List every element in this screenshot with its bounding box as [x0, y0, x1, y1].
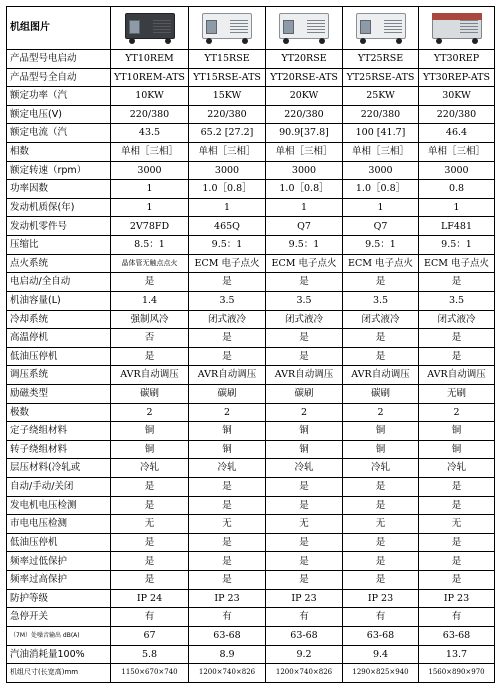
- spec-row: [7, 403, 495, 422]
- spec-value: 是: [266, 347, 343, 366]
- image-row-label: 机组图片: [7, 7, 111, 50]
- spec-value: AVR自动调压: [343, 366, 419, 385]
- spec-value: 是: [189, 496, 266, 515]
- spec-value: 无: [343, 515, 419, 534]
- spec-value: 2: [189, 403, 266, 422]
- spec-value: IP 23: [189, 589, 266, 608]
- spec-value: 220/380: [419, 105, 495, 124]
- spec-row: [7, 180, 495, 199]
- spec-value: Q7: [343, 217, 419, 236]
- spec-value: 铜: [266, 440, 343, 459]
- spec-row: [7, 459, 495, 478]
- spec-value: 是: [111, 533, 189, 552]
- spec-value: 无: [419, 515, 495, 534]
- spec-value: 5.8: [111, 645, 189, 664]
- spec-label: 压缩比: [7, 236, 111, 255]
- spec-value: 是: [266, 552, 343, 571]
- spec-value: 0.8: [419, 180, 495, 199]
- spec-value: LF481: [419, 217, 495, 236]
- spec-value: 是: [266, 329, 343, 348]
- spec-value: 是: [343, 478, 419, 497]
- spec-value: 63-68: [343, 626, 419, 645]
- spec-value: 有: [343, 608, 419, 627]
- spec-value: ECM 电子点火: [266, 254, 343, 273]
- spec-value: 是: [111, 478, 189, 497]
- spec-value: 单相［三相］: [189, 143, 266, 162]
- spec-value: 1.0［0.8］: [343, 180, 419, 199]
- spec-value: 是: [266, 533, 343, 552]
- spec-value: 63-68: [189, 626, 266, 645]
- spec-label: （7M）处噪音输出 dB(A): [7, 626, 111, 645]
- spec-value: YT15RSE: [189, 50, 266, 69]
- spec-label: 相数: [7, 143, 111, 162]
- spec-value: 是: [189, 347, 266, 366]
- spec-value: YT20RSE-ATS: [266, 68, 343, 87]
- spec-value: 1150×670×740: [111, 664, 189, 683]
- spec-value: 晶体管无触点点火: [111, 254, 189, 273]
- spec-value: 100 [41.7]: [343, 124, 419, 143]
- spec-label: 机组尺寸(长宽高)mm: [7, 664, 111, 683]
- spec-value: 3.5: [189, 291, 266, 310]
- spec-value: 2V78FD: [111, 217, 189, 236]
- spec-value: 90.9[37.8]: [266, 124, 343, 143]
- spec-row: [7, 161, 495, 180]
- spec-row: [7, 366, 495, 385]
- spec-value: 9.5：1: [419, 236, 495, 255]
- spec-value: 8.9: [189, 645, 266, 664]
- spec-value: AVR自动调压: [266, 366, 343, 385]
- spec-row: [7, 291, 495, 310]
- spec-value: AVR自动调压: [189, 366, 266, 385]
- spec-value: 闭式液冷: [189, 310, 266, 329]
- spec-value: 是: [266, 571, 343, 590]
- spec-value: YT15RSE-ATS: [189, 68, 266, 87]
- spec-row: [7, 105, 495, 124]
- spec-label: 急停开关: [7, 608, 111, 627]
- spec-row: [7, 236, 495, 255]
- spec-label: 励磁类型: [7, 384, 111, 403]
- spec-value: 无刷: [419, 384, 495, 403]
- spec-value: 是: [111, 571, 189, 590]
- spec-value: 是: [419, 496, 495, 515]
- spec-value: 铜: [111, 422, 189, 441]
- spec-value: 1: [266, 198, 343, 217]
- spec-row: [7, 589, 495, 608]
- spec-value: 9.2: [266, 645, 343, 664]
- spec-row: [7, 422, 495, 441]
- spec-label: 功率因数: [7, 180, 111, 199]
- spec-value: 220/380: [111, 105, 189, 124]
- spec-value: 铜: [419, 422, 495, 441]
- spec-value: 是: [189, 273, 266, 292]
- spec-label: 汽油消耗量100%: [7, 645, 111, 664]
- spec-value: 220/380: [343, 105, 419, 124]
- spec-value: 是: [111, 347, 189, 366]
- spec-value: 9.4: [343, 645, 419, 664]
- spec-value: 碳刷: [189, 384, 266, 403]
- spec-value: 10KW: [111, 87, 189, 106]
- spec-value: 是: [266, 273, 343, 292]
- spec-value: 3000: [266, 161, 343, 180]
- spec-label: 低油压停机: [7, 533, 111, 552]
- spec-label: 转子绕组材料: [7, 440, 111, 459]
- spec-value: 13.7: [419, 645, 495, 664]
- spec-value: 是: [343, 533, 419, 552]
- spec-label: 发动机质保(年): [7, 198, 111, 217]
- spec-row: [7, 478, 495, 497]
- spec-label: 层压材料(冷轧或: [7, 459, 111, 478]
- spec-label: 调压系统: [7, 366, 111, 385]
- generator-image-yt20rse: [266, 7, 343, 50]
- spec-value: 是: [266, 496, 343, 515]
- spec-value: 1200×740×826: [189, 664, 266, 683]
- spec-value: IP 23: [343, 589, 419, 608]
- spec-label: 频率过高保护: [7, 571, 111, 590]
- spec-row: [7, 440, 495, 459]
- spec-label: 额定电压(V): [7, 105, 111, 124]
- spec-value: 单相［三相］: [419, 143, 495, 162]
- spec-value: 1: [419, 198, 495, 217]
- spec-value: 单相［三相］: [266, 143, 343, 162]
- spec-row: [7, 273, 495, 292]
- spec-value: 有: [111, 608, 189, 627]
- spec-value: 3000: [111, 161, 189, 180]
- spec-label: 极数: [7, 403, 111, 422]
- spec-value: 闭式液冷: [343, 310, 419, 329]
- spec-value: 20KW: [266, 87, 343, 106]
- spec-value: 46.4: [419, 124, 495, 143]
- spec-value: YT30REP: [419, 50, 495, 69]
- spec-value: 是: [111, 552, 189, 571]
- spec-value: 铜: [189, 440, 266, 459]
- spec-value: 1: [189, 198, 266, 217]
- spec-row: [7, 533, 495, 552]
- spec-value: ECM 电子点火: [419, 254, 495, 273]
- spec-value: 是: [343, 329, 419, 348]
- spec-row: [7, 310, 495, 329]
- spec-value: 是: [419, 552, 495, 571]
- spec-value: YT25RSE: [343, 50, 419, 69]
- spec-value: 是: [419, 478, 495, 497]
- spec-value: 是: [419, 329, 495, 348]
- spec-label: 机油容量(L): [7, 291, 111, 310]
- spec-row: [7, 50, 495, 69]
- spec-value: 是: [343, 273, 419, 292]
- spec-value: AVR自动调压: [419, 366, 495, 385]
- spec-row: [7, 496, 495, 515]
- spec-value: 强制风冷: [111, 310, 189, 329]
- spec-value: 1: [111, 180, 189, 199]
- spec-value: 1560×890×970: [419, 664, 495, 683]
- spec-value: 无: [266, 515, 343, 534]
- spec-value: 9.5：1: [266, 236, 343, 255]
- spec-value: 1: [111, 198, 189, 217]
- spec-value: 是: [419, 273, 495, 292]
- spec-value: 63-68: [419, 626, 495, 645]
- spec-value: 是: [111, 273, 189, 292]
- spec-value: 3.5: [419, 291, 495, 310]
- spec-value: 铜: [343, 440, 419, 459]
- spec-row: [7, 515, 495, 534]
- spec-value: 2: [266, 403, 343, 422]
- spec-label: 额定功率（汽: [7, 87, 111, 106]
- spec-value: 无: [189, 515, 266, 534]
- spec-value: IP 23: [419, 589, 495, 608]
- spec-value: 220/380: [266, 105, 343, 124]
- spec-label: 额定转速（rpm）: [7, 161, 111, 180]
- generator-image-yt15rse: [189, 7, 266, 50]
- spec-value: 9.5：1: [343, 236, 419, 255]
- spec-value: 220/380: [189, 105, 266, 124]
- spec-row: [7, 626, 495, 645]
- spec-value: 15KW: [189, 87, 266, 106]
- spec-value: 是: [189, 533, 266, 552]
- spec-value: 是: [343, 347, 419, 366]
- spec-label: 电启动/全自动: [7, 273, 111, 292]
- spec-value: 25KW: [343, 87, 419, 106]
- spec-value: Q7: [266, 217, 343, 236]
- spec-value: 是: [189, 552, 266, 571]
- spec-row: [7, 645, 495, 664]
- spec-value: 是: [266, 478, 343, 497]
- spec-value: 无: [111, 515, 189, 534]
- spec-value: 是: [419, 347, 495, 366]
- spec-value: 铜: [419, 440, 495, 459]
- spec-value: 冷轧: [189, 459, 266, 478]
- image-row: [7, 7, 495, 50]
- spec-value: YT20RSE: [266, 50, 343, 69]
- spec-value: 1.0［0.8］: [189, 180, 266, 199]
- spec-value: 是: [111, 496, 189, 515]
- spec-value: 3000: [343, 161, 419, 180]
- spec-row: [7, 198, 495, 217]
- spec-value: 1290×825×940: [343, 664, 419, 683]
- spec-value: 闭式液冷: [266, 310, 343, 329]
- spec-row: [7, 347, 495, 366]
- spec-row: [7, 124, 495, 143]
- spec-value: 3000: [419, 161, 495, 180]
- spec-label: 高温停机: [7, 329, 111, 348]
- spec-value: 1: [343, 198, 419, 217]
- spec-value: 43.5: [111, 124, 189, 143]
- spec-row: [7, 87, 495, 106]
- spec-label: 定子绕组材料: [7, 422, 111, 441]
- spec-value: 8.5：1: [111, 236, 189, 255]
- spec-value: 是: [343, 496, 419, 515]
- spec-value: 是: [343, 552, 419, 571]
- spec-label: 冷却系统: [7, 310, 111, 329]
- spec-value: 2: [111, 403, 189, 422]
- spec-value: 是: [419, 533, 495, 552]
- spec-value: 是: [189, 329, 266, 348]
- spec-row: [7, 217, 495, 236]
- spec-row: [7, 608, 495, 627]
- spec-row: [7, 664, 495, 683]
- spec-label: 自动/手动/关闭: [7, 478, 111, 497]
- spec-label: 市电电压检测: [7, 515, 111, 534]
- spec-value: 碳刷: [266, 384, 343, 403]
- spec-value: 9.5：1: [189, 236, 266, 255]
- spec-value: 1.4: [111, 291, 189, 310]
- spec-label: 发电机电压检测: [7, 496, 111, 515]
- spec-row: [7, 68, 495, 87]
- spec-value: 铜: [111, 440, 189, 459]
- spec-row: [7, 143, 495, 162]
- spec-label: 防护等级: [7, 589, 111, 608]
- spec-value: YT25RSE-ATS: [343, 68, 419, 87]
- spec-value: 有: [419, 608, 495, 627]
- spec-value: 67: [111, 626, 189, 645]
- spec-value: 63-68: [266, 626, 343, 645]
- spec-value: 1200×740×826: [266, 664, 343, 683]
- spec-value: 单相［三相］: [343, 143, 419, 162]
- spec-value: 3.5: [343, 291, 419, 310]
- spec-value: 是: [343, 571, 419, 590]
- spec-value: 有: [189, 608, 266, 627]
- spec-value: 冷轧: [419, 459, 495, 478]
- spec-value: 1.0［0.8］: [266, 180, 343, 199]
- spec-value: 铜: [266, 422, 343, 441]
- spec-row: [7, 552, 495, 571]
- spec-value: 3000: [189, 161, 266, 180]
- spec-value: 铜: [343, 422, 419, 441]
- spec-value: 30KW: [419, 87, 495, 106]
- generator-image-yt10rem: [111, 7, 189, 50]
- spec-value: AVR自动调压: [111, 366, 189, 385]
- spec-value: 2: [343, 403, 419, 422]
- spec-value: YT10REM-ATS: [111, 68, 189, 87]
- spec-label: 产品型号全自动: [7, 68, 111, 87]
- spec-value: YT30REP-ATS: [419, 68, 495, 87]
- spec-value: ECM 电子点火: [343, 254, 419, 273]
- spec-value: 碳刷: [343, 384, 419, 403]
- spec-label: 发动机零件号: [7, 217, 111, 236]
- spec-value: 465Q: [189, 217, 266, 236]
- spec-value: IP 24: [111, 589, 189, 608]
- generator-image-yt30rep: [419, 7, 495, 50]
- spec-label: 额定电流（汽: [7, 124, 111, 143]
- spec-label: 低油压停机: [7, 347, 111, 366]
- spec-value: 冷轧: [111, 459, 189, 478]
- spec-label: 产品型号电启动: [7, 50, 111, 69]
- spec-label: 频率过低保护: [7, 552, 111, 571]
- spec-value: 3.5: [266, 291, 343, 310]
- spec-value: 是: [189, 478, 266, 497]
- spec-label: 点火系统: [7, 254, 111, 273]
- spec-value: YT10REM: [111, 50, 189, 69]
- spec-value: 闭式液冷: [419, 310, 495, 329]
- spec-value: 是: [189, 571, 266, 590]
- spec-value: 碳刷: [111, 384, 189, 403]
- spec-value: ECM 电子点火: [189, 254, 266, 273]
- generator-spec-table: [6, 6, 495, 683]
- spec-value: 65.2 [27.2]: [189, 124, 266, 143]
- spec-row: [7, 571, 495, 590]
- spec-row: [7, 254, 495, 273]
- spec-value: 铜: [189, 422, 266, 441]
- spec-row: [7, 329, 495, 348]
- spec-value: 是: [419, 571, 495, 590]
- spec-value: 否: [111, 329, 189, 348]
- spec-value: 单相［三相］: [111, 143, 189, 162]
- spec-row: [7, 384, 495, 403]
- spec-value: 冷轧: [343, 459, 419, 478]
- spec-value: 2: [419, 403, 495, 422]
- spec-value: 有: [266, 608, 343, 627]
- generator-image-yt25rse: [343, 7, 419, 50]
- spec-value: IP 23: [266, 589, 343, 608]
- spec-value: 冷轧: [266, 459, 343, 478]
